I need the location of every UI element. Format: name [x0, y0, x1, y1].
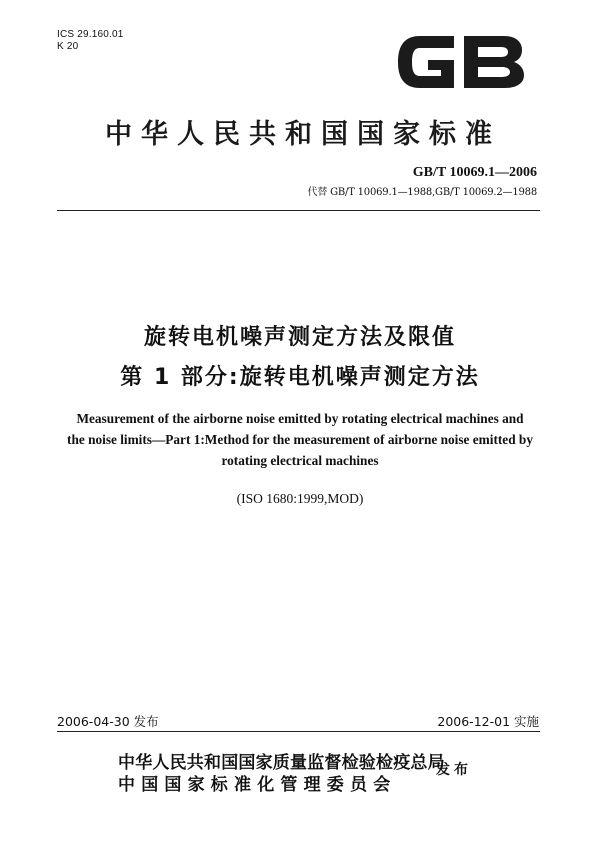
issuer-sac: 中国国家标准化管理委员会	[118, 775, 397, 795]
iso-reference: (ISO 1680:1999,MOD)	[236, 491, 364, 506]
gb-logo	[392, 30, 530, 94]
implementation-date: 2006-12-01 实施	[437, 714, 539, 729]
top-divider	[57, 210, 540, 211]
publish-label: 发布	[436, 762, 472, 778]
english-title-line2: the noise limits—Part 1:Method for the measurement of airborne noise emitted by	[67, 432, 533, 447]
standard-type-heading: 中华人民共和国国家标准	[105, 119, 501, 150]
chinese-title-line2: 第 1 部分:旋转电机噪声测定方法	[120, 365, 480, 390]
replaces-note: 代替 GB/T 10069.1—1988,GB/T 10069.2—1988	[307, 187, 537, 198]
bottom-divider	[57, 731, 540, 732]
ccs-code: K 20	[57, 41, 79, 52]
standard-number: GB/T 10069.1—2006	[412, 165, 537, 180]
issuer-aqsiq: 中华人民共和国国家质量监督检验检疫总局	[118, 753, 445, 773]
ics-code: ICS 29.160.01	[57, 29, 124, 40]
publish-date: 2006-04-30 发布	[57, 714, 159, 729]
english-title	[58, 408, 542, 471]
english-title-line3: rotating electrical machines	[221, 453, 379, 468]
chinese-title-line1: 旋转电机噪声测定方法及限值	[143, 325, 456, 350]
english-title-line1: Measurement of the airborne noise emitted by rotating electrical machines and	[76, 411, 524, 426]
